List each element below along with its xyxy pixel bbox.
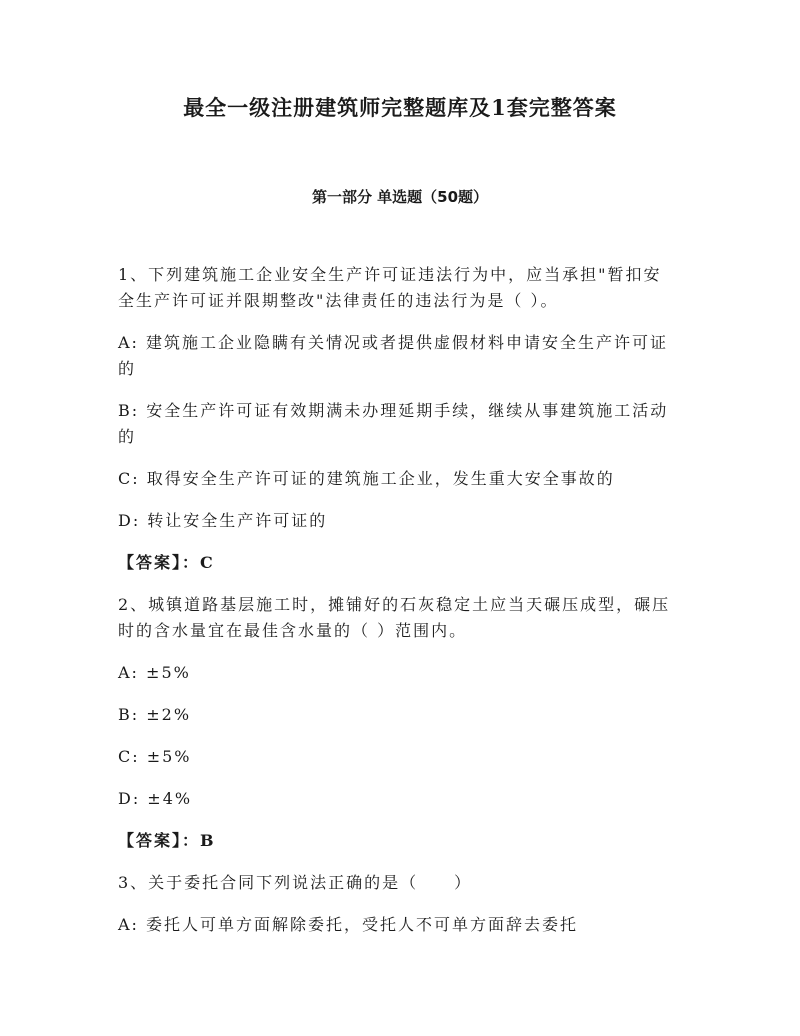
question-stem-line: 3、关于委托合同下列说法正确的是（ ） bbox=[118, 873, 473, 892]
option-line: D: ±4% bbox=[118, 789, 193, 808]
option-a bbox=[118, 912, 688, 938]
option-c bbox=[118, 744, 688, 770]
option-line: C: 取得安全生产许可证的建筑施工企业，发生重大安全事故的 bbox=[118, 469, 615, 488]
option-line: B: ±2% bbox=[118, 705, 192, 724]
option-a bbox=[118, 330, 688, 382]
answer-label bbox=[118, 550, 688, 576]
question-stem-line: 时的含水量宜在最佳含水量的（ ）范围内。 bbox=[118, 621, 468, 640]
answer-label bbox=[118, 828, 688, 854]
option-line: 的 bbox=[118, 427, 137, 446]
option-line: A: ±5% bbox=[118, 663, 191, 682]
option-b bbox=[118, 702, 688, 728]
question-stem bbox=[118, 262, 688, 314]
option-line: 的 bbox=[118, 359, 137, 378]
section-heading: 第一部分 单选题（50题） bbox=[311, 188, 489, 206]
option-line: C: ±5% bbox=[118, 747, 192, 766]
answer-line: 【答案】：C bbox=[118, 553, 215, 572]
question-list bbox=[118, 262, 688, 954]
question-stem bbox=[118, 592, 688, 644]
option-line: A: 建筑施工企业隐瞒有关情况或者提供虚假材料申请安全生产许可证 bbox=[118, 333, 669, 352]
answer-line: 【答案】：B bbox=[118, 831, 216, 850]
question-stem-line: 2、城镇道路基层施工时，摊铺好的石灰稳定土应当天碾压成型，碾压 bbox=[118, 595, 671, 614]
option-c bbox=[118, 466, 688, 492]
question-stem-line: 全生产许可证并限期整改"法律责任的违法行为是（ ）。 bbox=[118, 291, 559, 310]
option-d bbox=[118, 508, 688, 534]
question-stem-line: 1、下列建筑施工企业安全生产许可证违法行为中，应当承担"暂扣安 bbox=[118, 265, 662, 284]
option-b bbox=[118, 398, 688, 450]
option-line: A: 委托人可单方面解除委托，受托人不可单方面辞去委托 bbox=[118, 915, 579, 934]
option-d bbox=[118, 786, 688, 812]
option-a bbox=[118, 660, 688, 686]
question-stem bbox=[118, 870, 688, 896]
option-line: B: 安全生产许可证有效期满未办理延期手续，继续从事建筑施工活动 bbox=[118, 401, 669, 420]
option-line: D: 转让安全生产许可证的 bbox=[118, 511, 328, 530]
document-title: 最全一级注册建筑师完整题库及1套完整答案 bbox=[183, 95, 617, 120]
